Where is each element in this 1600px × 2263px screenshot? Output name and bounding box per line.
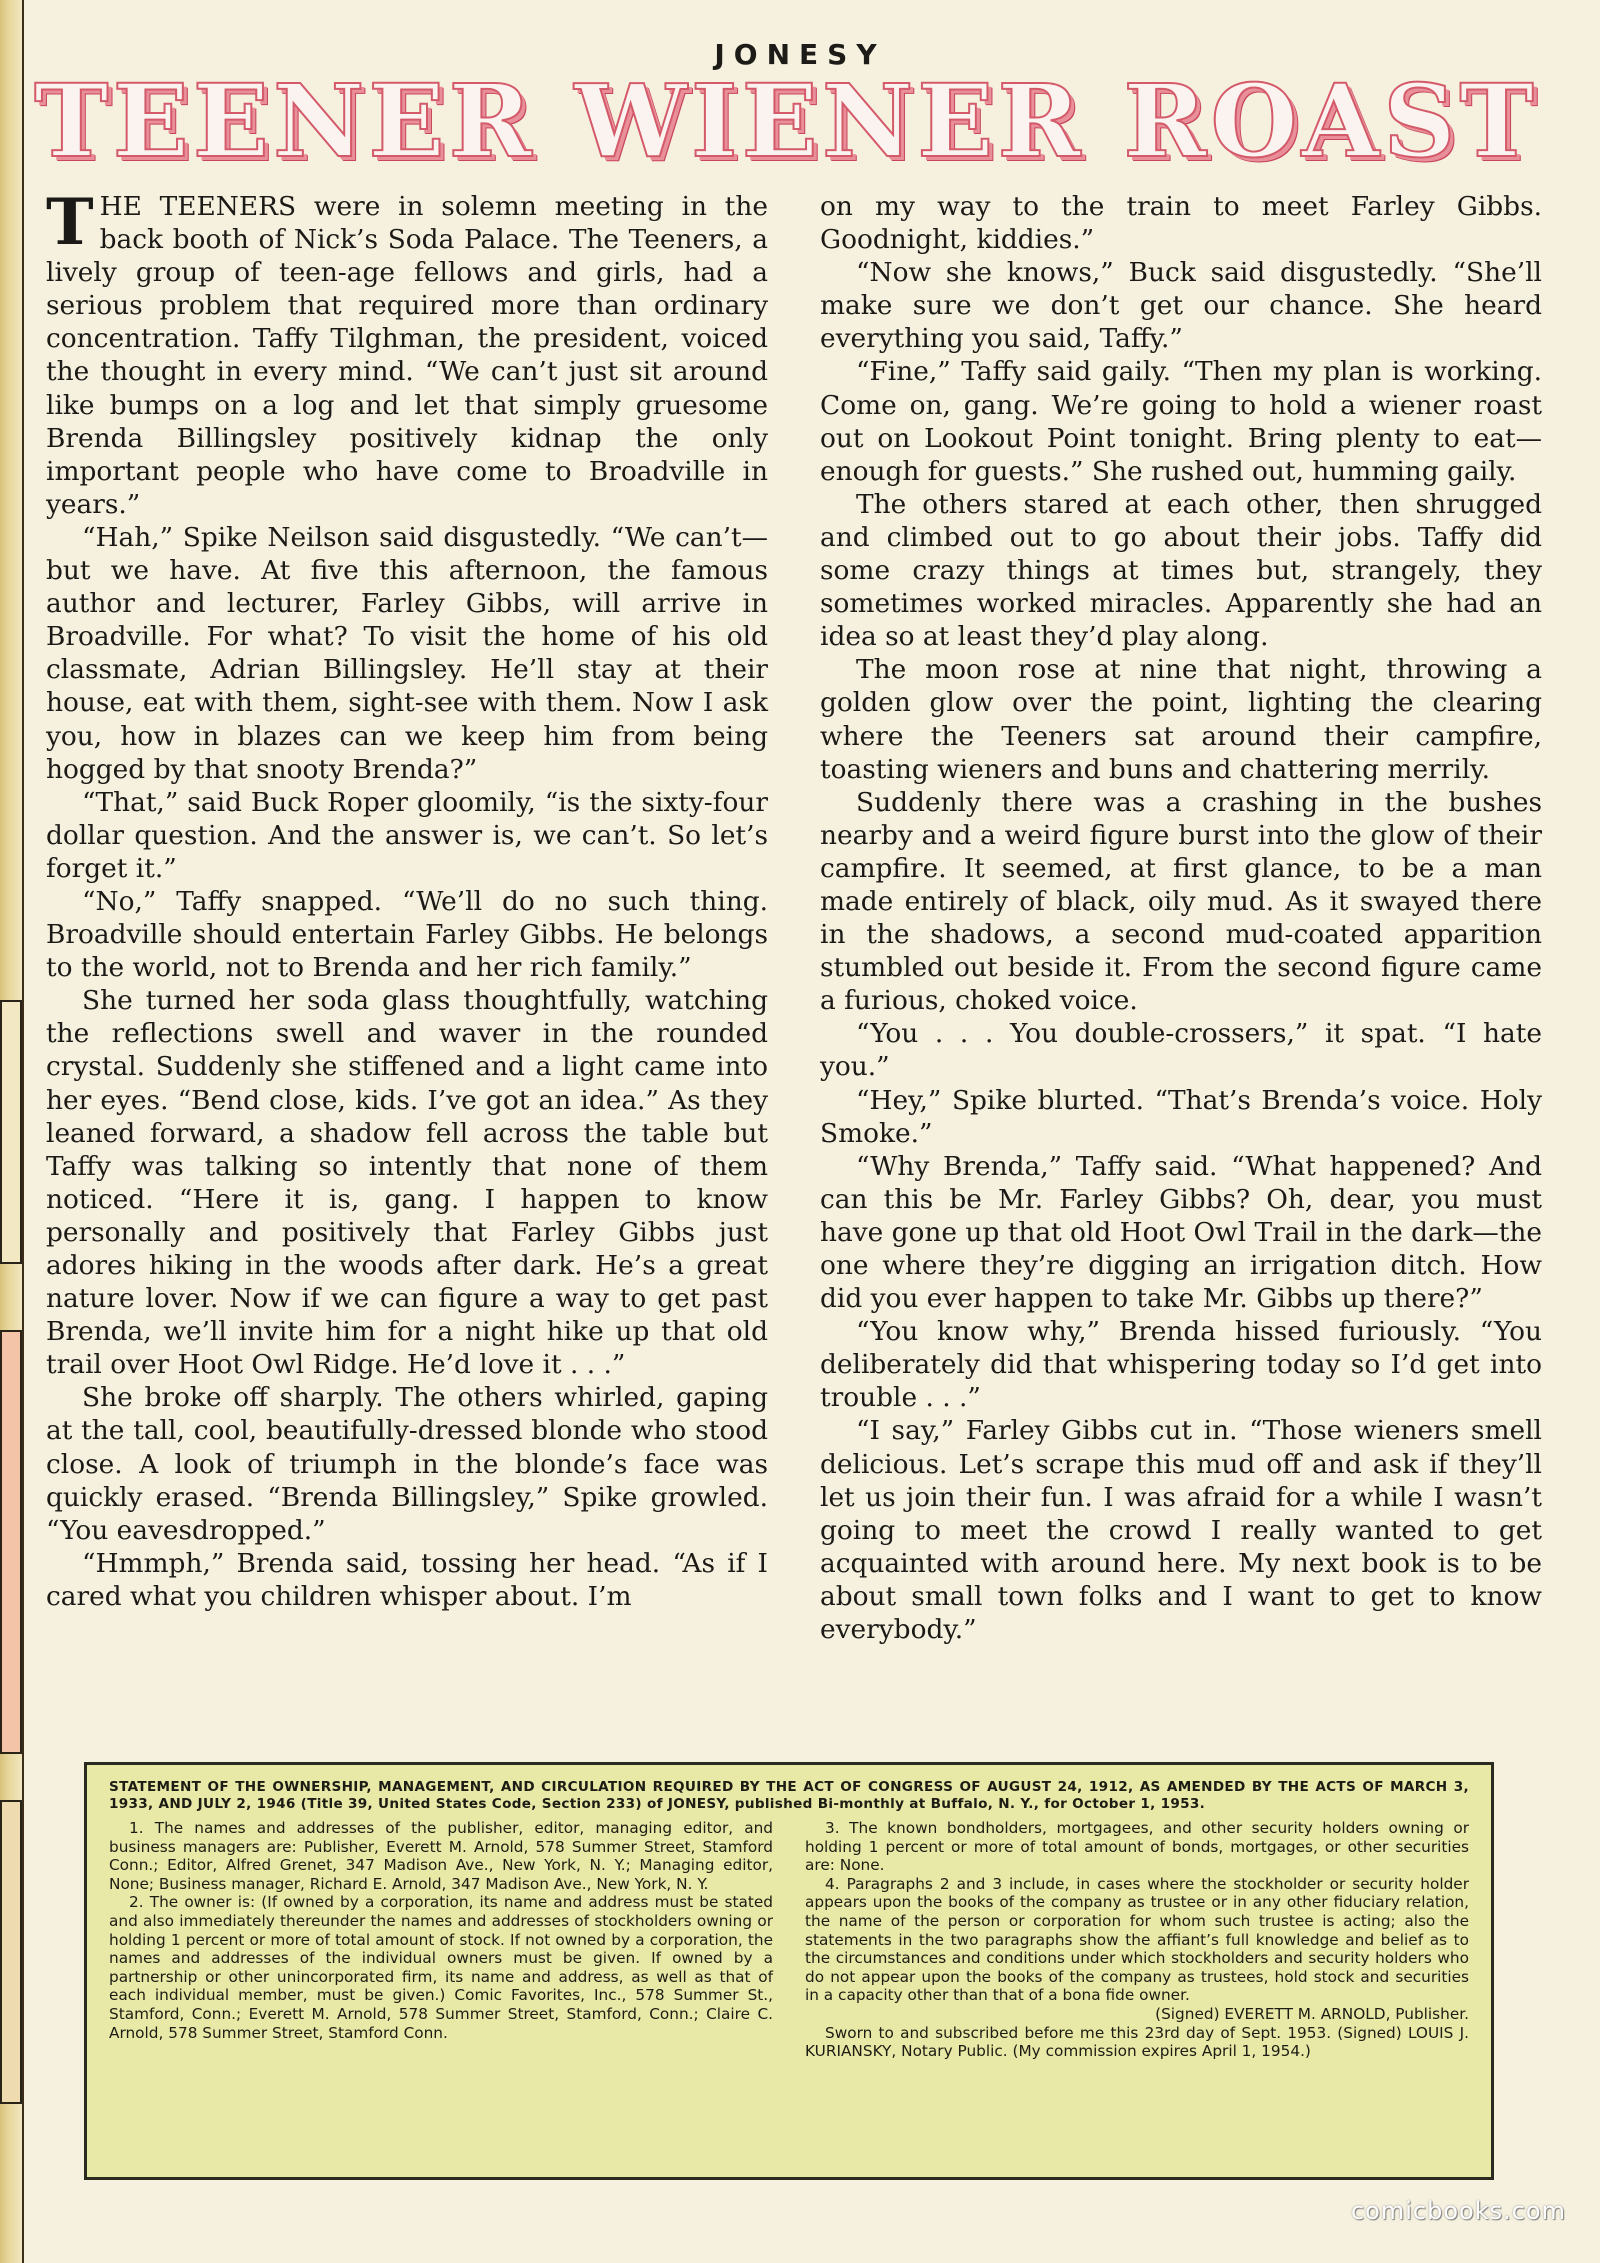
story-paragraph: She turned her soda glass thoughtfully, watching the reflections swell and waver in the rounded crystal. Suddenly she stiffened and a light came into her eyes. “Bend close, kids. I’ve got an idea.” As they leaned forward, a shadow fell across the table but Taffy was talking so intently that none of them noticed. “Here it is, gang. I happen to know personally and positively that Farley Gibbs just adores hiking in the woods after dark. He’s a great nature lover. Now if we can figure a way to get past Brenda, we’ll invite him for a night hike up that old trail over Hoot Owl Ridge. He’d love it . . .” <box>46 985 768 1381</box>
story-paragraph: “That,” said Buck Roper gloomily, “is the sixty-four dollar question. And the answer is, we can’t. So let’s forget it.” <box>46 786 768 884</box>
site-watermark: comicbooks.com <box>1350 2197 1566 2225</box>
story-paragraph: “Fine,” Taffy said gaily. “Then my plan is working. Come on, gang. We’re going to hold a wiener roast out on Lookout Point tonight. Bring plenty to eat—enough for guests.” She rushed out, humming gaily. <box>820 356 1542 487</box>
statement-notary: Sworn to and subscribed before me this 23rd day of Sept. 1953. (Signed) LOUIS J. KURIANSKY, Notary Public. (My commission expires April 1, 1954.) <box>805 2023 1469 2061</box>
story-text: HE TEENERS were in solemn meeting in the back booth of Nick’s Soda Palace. The Teeners, a lively group of teen-age fellows and girls, had a serious problem that required more than ordinary concentration. Taffy Tilghman, the president, voiced the thought in every mind. “We can’t just sit around like bumps on a log and let that simply gruesome Brenda Billingsley positively kidnap the only important people who have come to Broadville in years.” <box>46 191 768 520</box>
story-paragraph: “Why Brenda,” Taffy said. “What happened? And can this be Mr. Farley Gibbs? Oh, dear, you must have gone up that old Hoot Owl Trail in the dark—the one where they’re digging an irrigation ditch. How did you ever happen to take Mr. Gibbs up there?” <box>820 1150 1542 1315</box>
story-paragraph <box>46 185 768 521</box>
story-column-left <box>46 185 768 1730</box>
statement-column-right <box>805 1819 1469 2061</box>
statement-paragraph: 4. Paragraphs 2 and 3 include, in cases where the stockholder or security holder appears upon the books of the company as trustee or in any other fiduciary relation, the name of the person or corporation for whom such trustee is acting; also the statements in the two paragraphs show the affiant’s full knowledge and belief as to the circumstances and conditions under which stockholders and security holders who do not appear upon the books of the company as trustees, hold stock and securities in a capacity other than that of a bona fide owner. <box>805 1874 1469 2005</box>
statement-heading: STATEMENT OF THE OWNERSHIP, MANAGEMENT, AND CIRCULATION REQUIRED BY THE ACT OF CONGRESS OF AUGUST 24, 1912, AS AMENDED BY THE ACTS OF MARCH 3, 1933, AND JULY 2, 1946 (Title 39, United States Code, Section 233) of JONESY, published Bi-monthly at Buffalo, N. Y., for October 1, 1953. <box>109 1779 1469 1812</box>
story-paragraph: She broke off sharply. The others whirled, gaping at the tall, cool, beautifully-dressed blonde who stood close. A look of triumph in the blonde’s face was quickly erased. “Brenda Billingsley,” Spike growled. “You eavesdropped.” <box>46 1382 768 1546</box>
previous-page-panel <box>0 1800 22 2104</box>
statement-paragraph: 2. The owner is: (If owned by a corporation, its name and address must be stated and also immediately thereunder the names and addresses of stockholders owning or holding 1 percent or more of total amount of stock. If not owned by a corporation, the names and addresses of the individual owners must be given. If owned by a partnership or other unincorporated firm, its name and address, as well as that of each individual member, must be given.) Comic Favorites, Inc., 578 Summer St., Stamford, Conn.; Everett M. Arnold, 578 Summer Street, Stamford, Conn.; Claire C. Arnold, 578 Summer Street, Stamford Conn. <box>109 1893 773 2042</box>
story-title: TEENER WIENER ROAST <box>34 62 1538 180</box>
story-paragraph: “You . . . You double-crossers,” it spat. “I hate you.” <box>820 1018 1542 1083</box>
story-paragraph: The others stared at each other, then shrugged and climbed out to go about their jobs. Taffy did some crazy things at times but, strangely, they sometimes worked miracles. Apparently she had an idea so at least they’d play along. <box>820 488 1542 653</box>
story-paragraph: “Hey,” Spike blurted. “That’s Brenda’s voice. Holy Smoke.” <box>820 1084 1542 1149</box>
story-paragraph: The moon rose at nine that night, throwing a golden glow over the point, lighting the clearing where the Teeners sat around their campfire, toasting wieners and buns and chattering merrily. <box>820 654 1542 785</box>
story-paragraph: “Hah,” Spike Neilson said disgustedly. “We can’t—but we have. At five this afternoon, the famous author and lecturer, Farley Gibbs, will arrive in Broadville. For what? To visit the home of his old classmate, Adrian Billingsley. He’ll stay at their house, eat with them, sight-see with them. Now I ask you, how in blazes can we keep him from being hogged by that snooty Brenda?” <box>46 521 768 785</box>
story-column-right <box>820 190 1542 1730</box>
story-paragraph: “Now she knows,” Buck said disgustedly. “She’ll make sure we don’t get our chance. She heard everything you said, Taffy.” <box>820 257 1542 355</box>
story-body <box>46 185 1542 1730</box>
ownership-statement <box>84 1762 1494 2180</box>
statement-column-left <box>109 1819 773 2061</box>
story-paragraph: Suddenly there was a crashing in the bushes nearby and a weird figure burst into the glow of their campfire. It seemed, at first glance, to be a man made entirely of black, oily mud. As it swayed there in the shadows, a second mud-coated apparition stumbled out beside it. From the second figure came a furious, choked voice. <box>820 786 1542 1017</box>
previous-page-panel <box>0 1000 22 1264</box>
series-name: JONESY <box>714 38 886 71</box>
story-paragraph: “You know why,” Brenda hissed furiously. “You deliberately did that whispering today so I’d get into trouble . . .” <box>820 1316 1542 1414</box>
statement-paragraph: 3. The known bondholders, mortgagees, and other security holders owning or holding 1 percent or more of total amount of bonds, mortgages, or other securities are: None. <box>805 1819 1469 1875</box>
story-paragraph: “I say,” Farley Gibbs cut in. “Those wieners smell delicious. Let’s scrape this mud off and ask if they’ll let us join their fun. I was afraid for a while I wasn’t going to meet the crowd I really wanted to get acquainted with around here. My next book is to be about small town folks and I want to get to know everybody.” <box>820 1415 1542 1646</box>
drop-cap: T <box>46 185 94 260</box>
previous-page-panel <box>0 1330 22 1754</box>
story-paragraph: “Hmmph,” Brenda said, tossing her head. “As if I cared what you children whisper about. I’m <box>46 1547 768 1612</box>
story-paragraph: “No,” Taffy snapped. “We’ll do no such thing. Broadville should entertain Farley Gibbs. He belongs to the world, not to Brenda and her rich family.” <box>46 885 768 984</box>
story-paragraph: on my way to the train to meet Farley Gibbs. Goodnight, kiddies.” <box>820 191 1542 256</box>
statement-signature: (Signed) EVERETT M. ARNOLD, Publisher. <box>1155 2004 1469 2023</box>
statement-paragraph: 1. The names and addresses of the publisher, editor, managing editor, and business managers are: Publisher, Everett M. Arnold, 578 Summer Street, Stamford Conn.; Editor, Alfred Grenet, 347 Madison Ave., New York, N. Y.; Managing editor, None; Business manager, Richard E. Arnold, 347 Madison Ave., New York, N. Y. <box>109 1819 773 1893</box>
